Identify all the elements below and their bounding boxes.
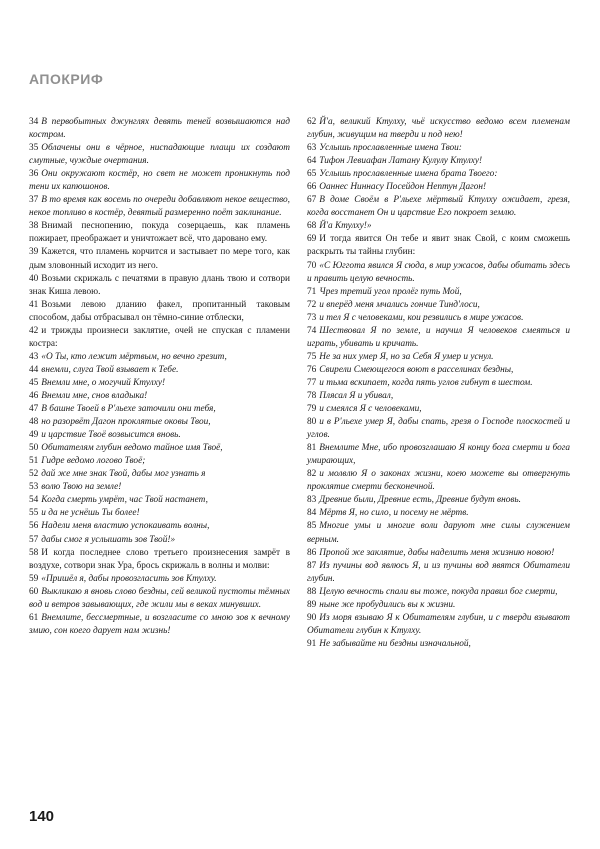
verse-number: 35 [29, 143, 39, 154]
verse-text: Внимай песнопению, покуда созерцаешь, как пламень пожирает, преображает и уничтожает всё, что даровано ему. [29, 221, 290, 245]
verse-number: 70 [307, 260, 317, 271]
verse [307, 220, 570, 233]
verse [29, 468, 290, 481]
verse-number: 76 [307, 364, 317, 375]
verse-number: 91 [307, 638, 317, 649]
verse [29, 351, 290, 364]
verse-text: но разорвёт Дагон проклятые оковы Твои, [41, 417, 211, 428]
verse-number: 71 [307, 286, 317, 297]
verse [307, 390, 570, 403]
verse [307, 260, 570, 286]
verse-text: Выкликаю я вновь слово бездны, сей великой пустоты тёмных вод и ветров завывающих, где жили мы в веках минувших. [29, 586, 290, 610]
right-text-column [307, 116, 570, 651]
verse-number: 34 [29, 117, 39, 127]
verse-number: 66 [307, 182, 317, 193]
verse [307, 442, 570, 468]
verse [29, 494, 290, 507]
verse-text: Облачены они в чёрное, ниспадающие плащи их создают смутные, чуждые очертания. [29, 143, 290, 167]
verse [307, 325, 570, 351]
verse-text: волю Твою на земле! [41, 482, 122, 493]
verse-text: Услышь прославленные имена Твои: [319, 143, 462, 154]
page-number: 140 [29, 808, 55, 825]
verse [307, 560, 570, 586]
verse-text: и царствие Твоё возвысится вновь. [41, 430, 181, 441]
verse-text: Услышь прославленные имена брата Твоего: [319, 169, 498, 180]
verse-number: 45 [29, 377, 39, 388]
verse-number: 37 [29, 195, 39, 206]
verse-text: Внемли мне, снов владыка! [41, 390, 148, 401]
verse-text: Мёртв Я, но сило, и посему не мёртв. [319, 508, 469, 519]
verse [29, 325, 290, 351]
verse-text: В то время как восемь по очереди добавляют некое вещество, некое топливо в костёр, девятый размеренно поёт заклинание. [29, 195, 290, 219]
verse [307, 520, 570, 546]
verse [29, 116, 290, 142]
verse-number: 52 [29, 469, 39, 480]
verse [307, 638, 570, 651]
verse-number: 73 [307, 312, 317, 323]
verse [307, 168, 570, 181]
verse [29, 246, 290, 272]
verse-text: В доме Своём в Р'льехе мёртвый Ктулху ожидает, грезя, когда восстанет Он и царствие Его покроет землю. [307, 195, 570, 219]
verse [29, 442, 290, 455]
verse-number: 47 [29, 404, 39, 415]
verse [29, 534, 290, 547]
verse-text: внемли, слуга Твой взывает к Тебе. [41, 364, 179, 375]
verse-number: 48 [29, 417, 39, 428]
verse-text: Свирели Смеющегося воют в расселинах бездны, [319, 364, 514, 375]
verse [307, 416, 570, 442]
verse-number: 39 [29, 247, 39, 258]
verse-text: Кажется, что пламень корчится и застывает по мере того, как дым зловонный исходит из него. [29, 247, 290, 271]
verse [29, 403, 290, 416]
verse-number: 72 [307, 299, 317, 310]
verse-text: Древние были, Древние есть, Древние будут вновь. [319, 495, 521, 506]
verse [307, 233, 570, 259]
verse-number: 54 [29, 495, 39, 506]
verse-text: Внемлите, бессмертные, и возгласите со мною зов к вечному змию, сон коего дарует нам жизнь! [29, 612, 290, 636]
left-text-column [29, 116, 290, 638]
verse-number: 44 [29, 364, 39, 375]
verse [29, 520, 290, 533]
verse-text: Обитателям глубин ведомо тайное имя Твоё, [41, 443, 223, 454]
verse-number: 68 [307, 221, 317, 232]
verse-number: 46 [29, 390, 39, 401]
verse [307, 286, 570, 299]
verse [307, 599, 570, 612]
verse-text: и тьма вскипает, когда пять углов гибнут в шестом. [319, 377, 533, 388]
verse-text: и тел Я с человеками, кои резвились в мире ужасов. [319, 312, 524, 323]
verse-number: 38 [29, 221, 39, 232]
verse-number: 51 [29, 456, 39, 467]
verse-number: 81 [307, 443, 317, 454]
verse [29, 377, 290, 390]
verse [307, 547, 570, 560]
verse [307, 351, 570, 364]
verse-text: В первобытных джунглях девять теней возвышаются над костром. [29, 117, 290, 141]
verse-number: 42 [29, 325, 39, 336]
verse-number: 87 [307, 560, 317, 571]
verse-number: 88 [307, 586, 317, 597]
verse-number: 67 [307, 195, 317, 206]
verse-text: «Пришёл я, дабы провозгласить зов Ктулху. [41, 573, 217, 584]
verse-number: 53 [29, 482, 39, 493]
verse-number: 56 [29, 521, 39, 532]
verse-text: Многие умы и многие воли даруют мне силы служением верным. [307, 521, 570, 545]
verse-number: 75 [307, 351, 317, 362]
verse [307, 116, 570, 142]
verse-number: 90 [307, 612, 317, 623]
verse-text: Когда смерть умрёт, час Твой настанет, [41, 495, 208, 506]
verse-text: и молвлю Я о законах жизни, коею можете вы отвергнуть проклятие смерти бесконечной. [307, 469, 570, 493]
verse-text: Внемли мне, о могучий Ктулху! [41, 377, 166, 388]
verse [29, 220, 290, 246]
verse-number: 60 [29, 586, 39, 597]
verse [307, 494, 570, 507]
verse-number: 64 [307, 156, 317, 167]
verse-text: дай же мне знак Твой, дабы мог узнать я [41, 469, 206, 480]
verse-text: Плясал Я и убивал, [319, 390, 394, 401]
verse-text: дабы смог я услышать зов Твой!» [41, 534, 176, 545]
verse-text: и в Р'льехе умер Я, дабы спать, грезя о Господе плоскостей и углов. [307, 417, 570, 441]
verse-number: 50 [29, 443, 39, 454]
verse [29, 273, 290, 299]
verse-text: и да не уснёшь Ты более! [41, 508, 140, 519]
verse-text: Не забывайте ни бездны изначальной, [319, 638, 471, 649]
verse-text: Гидре ведомо логово Твоё; [41, 456, 146, 467]
verse [307, 155, 570, 168]
verse-number: 77 [307, 377, 317, 388]
verse-text: Чрез третий угол пролёг путь Мой, [319, 286, 462, 297]
verse-text: и смеялся Я с человеками, [319, 404, 422, 415]
verse [29, 586, 290, 612]
verse [29, 168, 290, 194]
verse [29, 455, 290, 468]
verse [307, 612, 570, 638]
verse-number: 43 [29, 351, 39, 362]
verse-text: Оаннес Ниннасу Посейдон Нептун Дагон! [319, 182, 487, 193]
verse [29, 364, 290, 377]
verse-text: ныне же пробудились вы к жизни. [319, 599, 456, 610]
verse-text: и трижды произнеси заклятие, очей не спуская с пламени костра: [29, 325, 290, 349]
verse [307, 377, 570, 390]
verse [29, 299, 290, 325]
verse-text: Шествовал Я по земле, и научил Я человеков смеяться и играть, убивать и кричать. [307, 325, 570, 349]
verse [307, 299, 570, 312]
verse-number: 55 [29, 508, 39, 519]
verse-number: 83 [307, 495, 317, 506]
verse-text: «О Ты, кто лежит мёртвым, но вечно грезит, [41, 351, 227, 362]
verse [307, 507, 570, 520]
verse-number: 61 [29, 612, 39, 623]
verse-text: Надели меня властию успокаивать волны, [41, 521, 210, 532]
verse [29, 416, 290, 429]
verse [29, 507, 290, 520]
verse [29, 142, 290, 168]
verse [307, 403, 570, 416]
verse [307, 142, 570, 155]
verse [29, 547, 290, 573]
verse-number: 80 [307, 417, 317, 428]
verse-number: 69 [307, 234, 317, 245]
verse-number: 58 [29, 547, 39, 558]
verse-number: 84 [307, 508, 317, 519]
verse-number: 62 [307, 117, 317, 127]
verse [307, 586, 570, 599]
verse-number: 36 [29, 169, 39, 180]
verse-number: 41 [29, 299, 39, 310]
verse [29, 573, 290, 586]
verse-text: В башне Твоей в Р'льехе заточили они тебя, [41, 404, 216, 415]
verse-text: Из моря взываю Я к Обитателям глубин, и с тверди взывают Обитатели глубин к Ктулху. [307, 612, 570, 636]
verse-number: 86 [307, 547, 317, 558]
verse [307, 181, 570, 194]
verse-number: 57 [29, 534, 39, 545]
verse-number: 74 [307, 325, 317, 336]
verse-number: 82 [307, 469, 317, 480]
verse-number: 78 [307, 390, 317, 401]
running-header: АПОКРИФ [29, 71, 104, 87]
verse-text: Они окружают костёр, но свет не может проникнуть под тени их капюшонов. [29, 169, 290, 193]
verse [29, 390, 290, 403]
verse-number: 65 [307, 169, 317, 180]
verse-number: 85 [307, 521, 317, 532]
verse-text: Внемлите Мне, ибо провозглашаю Я концу бога смерти и бога умирающих, [307, 443, 570, 467]
verse-text: Целую вечность спали вы тоже, покуда правил бог смерти, [319, 586, 558, 597]
verse [29, 612, 290, 638]
verse-text: Пропой же заклятие, дабы наделить меня жизнию новою! [319, 547, 555, 558]
verse [307, 312, 570, 325]
verse-text: Й'а Ктулху!» [319, 221, 372, 232]
verse-text: Возьми левою дланию факел, пропитанный таковым способом, дабы отбрасывал он тёмно-синие отблески, [29, 299, 290, 323]
verse-text: Возьми скрижаль с печатями в правую длань твою и сотвори знак Киша левою. [29, 273, 290, 297]
verse-number: 49 [29, 430, 39, 441]
verse [307, 364, 570, 377]
verse-number: 79 [307, 404, 317, 415]
verse-number: 89 [307, 599, 317, 610]
verse-text: И когда последнее слово третьего произнесения замрёт в воздухе, сотвори знак Ура, брось скрижаль в волны и молви: [29, 547, 290, 571]
verse [29, 429, 290, 442]
verse-number: 63 [307, 143, 317, 154]
verse-number: 40 [29, 273, 39, 284]
verse [29, 194, 290, 220]
verse-text: «С Югготa явился Я сюда, в мир ужасов, дабы обитать здесь и править целую вечность. [307, 260, 570, 284]
verse-number: 59 [29, 573, 39, 584]
verse-text: и вперёд меня мчались гончие Тинд'лоси, [319, 299, 480, 310]
verse-text: Тифон Левиафан Латану Кулулу Ктулху! [319, 156, 483, 167]
verse [29, 481, 290, 494]
verse-text: Й'а, великий Ктулху, чьё искусство ведомо всем племенам глубин, живущим на тверди и под нею! [307, 117, 570, 141]
verse [307, 194, 570, 220]
verse-text: Не за них умер Я, но за Себя Я умер и уснул. [319, 351, 494, 362]
verse [307, 468, 570, 494]
verse-text: Из пучины вод явлюсь Я, и из пучины вод явятся Обитатели глубин. [307, 560, 570, 584]
verse-text: И тогда явится Он тебе и явит знак Свой, с коим сможешь раскрыть ты тайны глубин: [307, 234, 570, 258]
